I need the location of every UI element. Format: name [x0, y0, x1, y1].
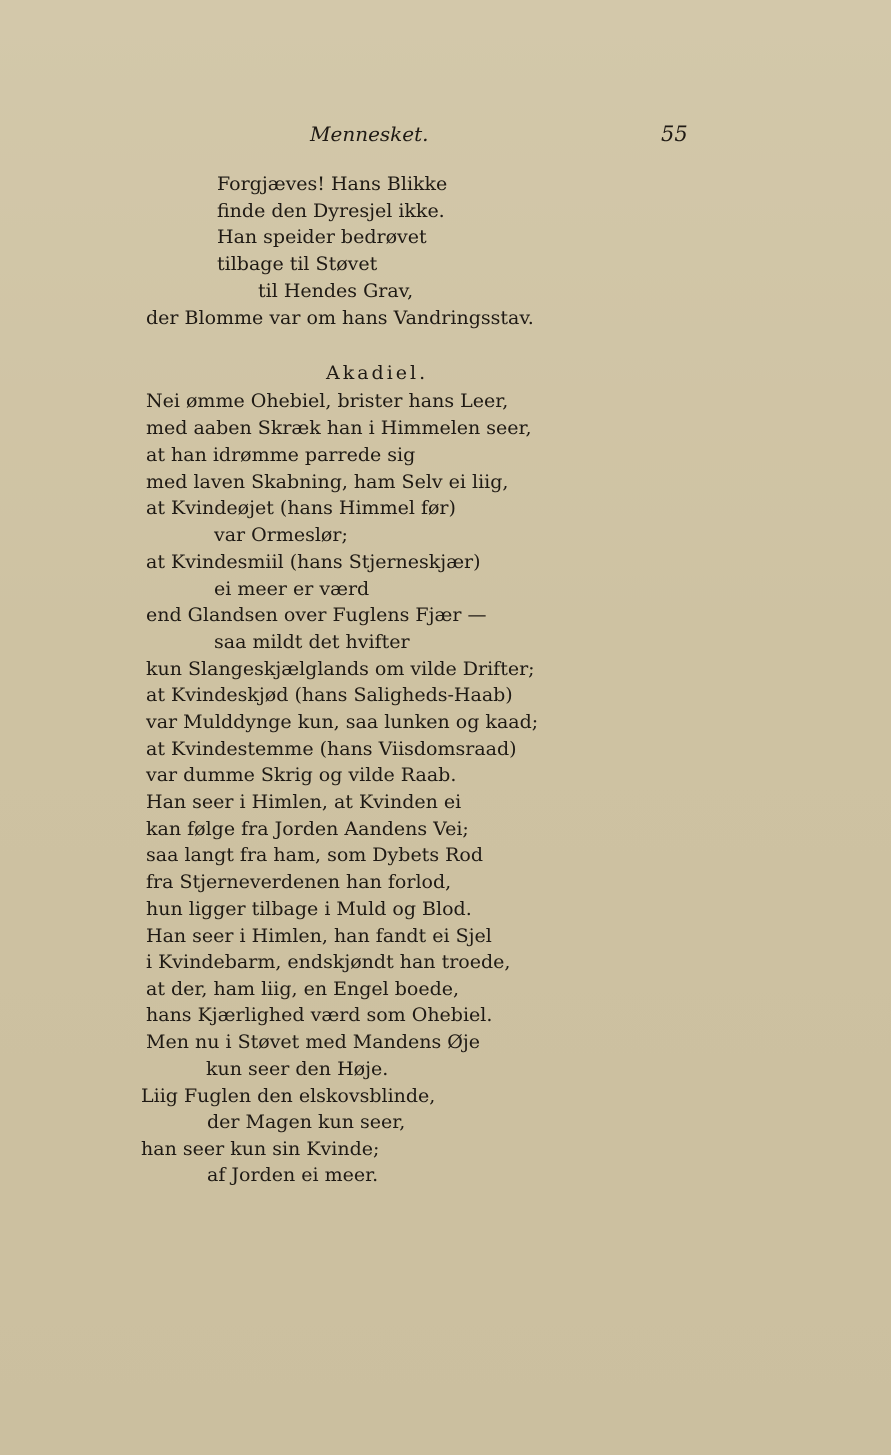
verse-line: at der, ham liig, en Engel boede, [146, 978, 460, 1000]
verse-line: ei meer er værd [214, 578, 370, 600]
verse-line: finde den Dyresjel ikke. [217, 200, 445, 222]
verse-line: Han seer i Himlen, at Kvinden ei [146, 791, 462, 813]
verse-line: der Blomme var om hans Vandringsstav. [146, 307, 534, 329]
verse-line: kun seer den Høje. [206, 1058, 389, 1080]
verse-line: med aaben Skræk han i Himmelen seer, [146, 417, 532, 439]
verse-line: at Kvindeøjet (hans Himmel før) [146, 497, 456, 519]
verse-line: Han speider bedrøvet [217, 226, 427, 248]
verse-line: at Kvindeskjød (hans Saligheds-Haab) [146, 684, 513, 706]
verse-line: var Mulddynge kun, saa lunken og kaad; [146, 711, 539, 733]
verse-line: der Magen kun seer, [207, 1111, 406, 1133]
verse-line: Han seer i Himlen, han fandt ei Sjel [146, 925, 492, 947]
verse-line: tilbage til Støvet [217, 253, 378, 275]
verse-line: af Jorden ei meer. [207, 1164, 379, 1186]
verse-line: end Glandsen over Fuglens Fjær — [146, 604, 487, 626]
verse-line: kun Slangeskjælglands om vilde Drifter; [146, 658, 535, 680]
verse-line: Forgjæves! Hans Blikke [217, 173, 448, 195]
verse-line: i Kvindebarm, endskjøndt han troede, [146, 951, 511, 973]
verse-line: hans Kjærlighed værd som Ohebiel. [146, 1004, 493, 1026]
verse-line: at Kvindesmiil (hans Stjerneskjær) [146, 551, 481, 573]
running-title: Mennesket. [310, 122, 429, 146]
verse-line: at han idrømme parrede sig [146, 444, 416, 466]
verse-line: til Hendes Grav, [258, 280, 414, 302]
verse-line: saa mildt det hvifter [214, 631, 410, 653]
verse-line: Nei ømme Ohebiel, brister hans Leer, [146, 390, 509, 412]
verse-line: kan følge fra Jorden Aandens Vei; [146, 818, 469, 840]
verse-line: var Ormeslør; [214, 524, 348, 546]
verse-line: at Kvindestemme (hans Viisdomsraad) [146, 738, 517, 760]
verse-line: hun ligger tilbage i Muld og Blod. [146, 898, 472, 920]
page-number: 55 [661, 122, 688, 146]
verse-line: Men nu i Støvet med Mandens Øje [146, 1031, 480, 1053]
verse-line: han seer kun sin Kvinde; [141, 1138, 380, 1160]
speaker-name: Akadiel. [326, 362, 429, 384]
verse-line: saa langt fra ham, som Dybets Rod [146, 844, 484, 866]
verse-line: var dumme Skrig og vilde Raab. [146, 764, 457, 786]
verse-line: Liig Fuglen den elskovsblinde, [141, 1085, 436, 1107]
verse-line: fra Stjerneverdenen han forlod, [146, 871, 452, 893]
page-header [0, 122, 891, 152]
verse-line: med laven Skabning, ham Selv ei liig, [146, 471, 509, 493]
